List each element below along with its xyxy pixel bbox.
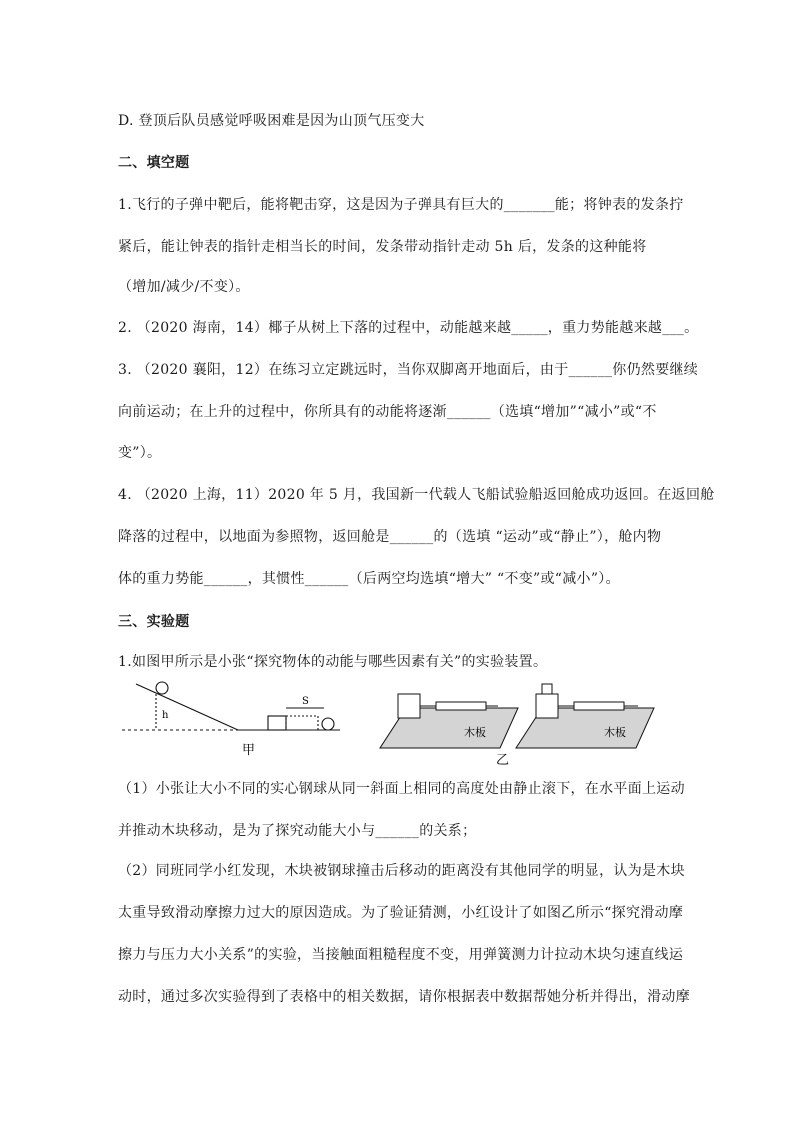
block-1 [398,694,420,718]
section-heading-experiment: 三、实验题 [118,614,190,630]
option-d: D. 登顶后队员感觉呼吸困难是因为山顶气压变大 [118,113,425,129]
board-label-1: 木板 [464,726,486,739]
weight-on-block [542,684,552,694]
s-label: S [302,696,309,707]
question-1-line-2: 紧后，能让钟表的指针走相当长的时间，发条带动指针走动 5h 后，发条的这种能将 [118,239,647,255]
experiment-figure [118,672,678,784]
question-3-line-2: 向前运动；在上升的过程中，你所具有的动能将逐渐______（选填“增加”“减小”或“不 [118,404,657,420]
steel-ball-end [322,718,334,730]
question-1-line-3: （增加/减少/不变）。 [118,279,250,295]
question-4-line-2: 降落的过程中，以地面为参照物，返回舱是______的（选填 “运动”或“静止”），舱内物 [118,529,662,545]
board-setup-1 [380,694,518,748]
experiment-1-q2-line-2: 太重导致滑动摩擦力过大的原因造成。为了验证猜测，小红设计了如图乙所示“探究滑动摩 [118,905,684,921]
experiment-diagram [118,672,678,784]
block-2 [536,694,558,718]
ramp-incline [136,684,238,730]
wooden-block [268,716,286,730]
experiment-1-q1-line-1: （1）小张让大小不同的实心钢球从同一斜面上相同的高度处由静止滚下，在水平面上运动 [118,781,685,797]
block-moved-outline [286,716,318,730]
experiment-1-q2-line-3: 擦力与压力大小关系”的实验，当接触面粗糙程度不变，用弹簧测力计拉动木块匀速直线运 [118,947,684,963]
question-3-line-1: 3. （2020 襄阳，12）在练习立定跳远时，当你双脚离开地面后，由于______你仍然要继续 [118,362,699,378]
spring-scale-body-2 [574,702,624,710]
experiment-1-q2-line-4: 动时，通过多次实验得到了表格中的相关数据，请你根据表中数据帮她分析并得出，滑动摩 [118,989,690,1005]
question-4-line-1: 4. （2020 上海，11）2020 年 5 月，我国新一代载人飞船试验船返回舱成功返回。在返回舱 [118,487,715,503]
section-heading-fill-in: 二、填空题 [118,155,190,171]
spring-scale-body-1 [436,702,486,710]
steel-ball-start [156,682,168,694]
experiment-1-q1-line-2: 并推动木块移动，是为了探究动能大小与______的关系； [118,823,477,839]
experiment-1-intro: 1.如图甲所示是小张“探究物体的动能与哪些因素有关”的实验装置。 [118,654,548,670]
label-yi: 乙 [496,753,510,768]
question-3-line-3: 变”）。 [118,445,162,461]
board-label-2: 木板 [604,726,626,739]
label-jia: 甲 [242,743,256,758]
question-2: 2. （2020 海南，14）椰子从树上下落的过程中，动能越来越_____，重力势能越来越___。 [118,320,699,336]
question-4-line-3: 体的重力势能______，其惯性______（后两空均选填“增大” “不变”或“减小”）。 [118,571,620,587]
board-setup-2 [516,684,654,748]
experiment-1-q2-line-1: （2）同班同学小红发现，木块被钢球撞击后移动的距离没有其他同学的明显，认为是木块 [118,863,685,879]
question-1-line-1: 1.飞行的子弹中靶后，能将靶击穿，这是因为子弹具有巨大的_______能；将钟表的发条拧 [118,197,684,213]
h-label: h [162,710,169,721]
